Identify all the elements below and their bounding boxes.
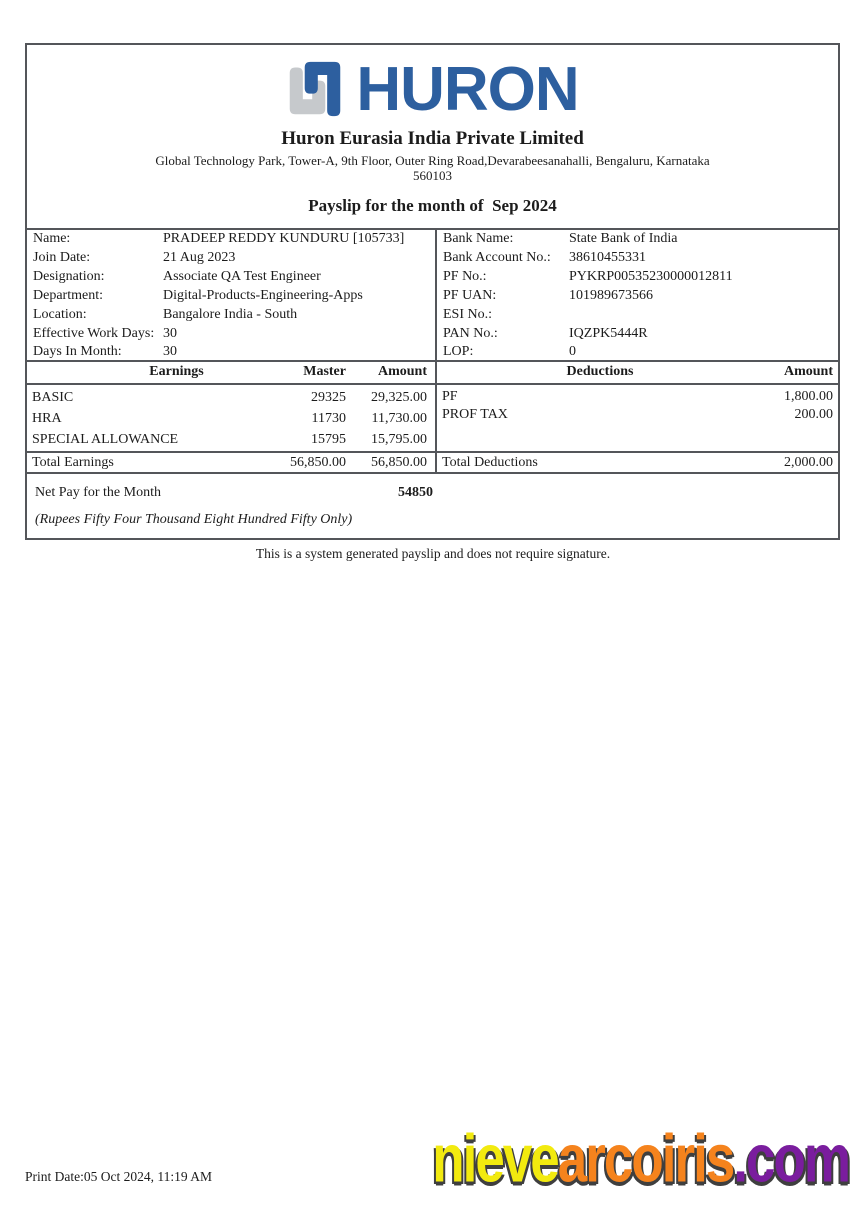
detail-label: PF UAN:: [443, 287, 497, 303]
detail-value: Bangalore India - South: [163, 306, 298, 322]
earning-master: 11730: [311, 411, 346, 427]
watermark-part-arcoiris: arcoiris: [557, 1121, 734, 1197]
net-pay-amount-in-words: (Rupees Fifty Four Thousand Eight Hundred Fifty Only): [35, 512, 353, 527]
detail-label: Location:: [33, 306, 87, 322]
detail-label: Name:: [33, 231, 71, 247]
payslip-title: Payslip for the month of Sep 2024: [308, 196, 557, 215]
detail-value: PYKRP00535230000012811: [569, 269, 733, 285]
detail-value: 30: [163, 344, 177, 360]
earning-amount: 29,325.00: [371, 390, 427, 406]
detail-row-department: [27, 287, 435, 306]
deductions-row-pf: [437, 388, 838, 406]
deductions-header-row: [437, 362, 838, 385]
detail-row-pan-no: [437, 324, 838, 343]
employee-details-section: [27, 228, 838, 360]
master-header: Master: [303, 364, 346, 380]
detail-label: ESI No.:: [443, 306, 492, 322]
total-earnings-amount: 56,850.00: [371, 454, 427, 470]
total-deductions-amount: 2,000.00: [784, 454, 833, 470]
company-name: Huron Eurasia India Private Limited: [281, 128, 584, 149]
earnings-header: Earnings: [149, 364, 204, 380]
detail-value: 30: [163, 325, 177, 341]
detail-label: Department:: [33, 287, 103, 303]
watermark-part-nieve: nieve: [432, 1121, 558, 1197]
total-earnings-row: [27, 453, 435, 472]
total-deductions-label: Total Deductions: [442, 454, 538, 470]
detail-label: Days In Month:: [33, 344, 122, 360]
employee-details-left: [27, 230, 435, 360]
net-pay-section: [27, 472, 838, 538]
earning-master: 15795: [311, 432, 346, 448]
detail-value: 101989673566: [569, 287, 653, 303]
detail-row-bank-account: [437, 249, 838, 268]
detail-label: Bank Account No.:: [443, 250, 551, 266]
detail-row-bank-name: [437, 230, 838, 249]
earnings-row-special-allowance: [27, 430, 435, 451]
deductions-header: Deductions: [566, 364, 634, 380]
huron-logo-icon: [286, 58, 344, 120]
company-logo: [27, 56, 838, 122]
detail-value: State Bank of India: [569, 231, 678, 247]
system-generated-note: This is a system generated payslip and does not require signature.: [255, 546, 611, 561]
detail-row-location: [27, 305, 435, 324]
company-address-line2: 560103: [413, 168, 452, 183]
earning-name: BASIC: [32, 390, 74, 406]
deduction-name: PF: [442, 388, 458, 404]
detail-row-name: [27, 230, 435, 249]
deductions-table: [435, 362, 838, 472]
deduction-amount: 200.00: [794, 406, 833, 422]
watermark-part-com: .com: [733, 1121, 849, 1197]
deductions-body: [437, 385, 838, 454]
earnings-row-basic: [27, 388, 435, 409]
detail-row-esi-no: [437, 305, 838, 324]
detail-label: LOP:: [443, 344, 474, 360]
detail-value: 21 Aug 2023: [163, 250, 236, 266]
bank-details-right: [435, 230, 838, 360]
detail-row-join-date: [27, 249, 435, 268]
earnings-body: [27, 385, 435, 454]
detail-label: PAN No.:: [443, 325, 498, 341]
earning-master: 29325: [311, 390, 346, 406]
earning-amount: 11,730.00: [371, 411, 427, 427]
company-address-line1: Global Technology Park, Tower-A, 9th Floor, Outer Ring Road,Devarabeesanahalli, Bengaluru, Karnataka: [155, 153, 710, 168]
print-date: Print Date:05 Oct 2024, 11:19 AM: [25, 1169, 212, 1184]
total-earnings-master: 56,850.00: [290, 454, 346, 470]
earning-amount: 15,795.00: [371, 432, 427, 448]
detail-label: Bank Name:: [443, 231, 514, 247]
detail-label: Join Date:: [33, 250, 91, 266]
detail-value: PRADEEP REDDY KUNDURU [105733]: [163, 231, 405, 247]
payslip-border-box: [25, 43, 840, 540]
amount-header: Amount: [377, 364, 427, 380]
detail-value: Digital-Products-Engineering-Apps: [163, 287, 363, 303]
detail-value: 38610455331: [569, 250, 646, 266]
detail-row-pf-no: [437, 268, 838, 287]
earnings-row-hra: [27, 409, 435, 430]
deduction-amount: 1,800.00: [784, 388, 833, 404]
detail-label: Designation:: [33, 269, 105, 285]
detail-row-pf-uan: [437, 287, 838, 306]
net-pay-label: Net Pay for the Month: [35, 485, 161, 500]
detail-value: IQZPK5444R: [569, 325, 648, 341]
detail-label: Effective Work Days:: [33, 325, 155, 341]
deductions-row-prof-tax: [437, 406, 838, 424]
earning-name: SPECIAL ALLOWANCE: [32, 432, 179, 448]
watermark: [432, 1120, 849, 1198]
payslip-header: [27, 45, 838, 228]
earnings-header-row: [27, 362, 435, 385]
net-pay-amount: 54850: [398, 485, 433, 500]
total-earnings-label: Total Earnings: [32, 454, 114, 470]
earnings-deductions-section: [27, 360, 838, 472]
detail-label: PF No.:: [443, 269, 487, 285]
deductions-amount-header: Amount: [783, 364, 833, 380]
deduction-name: PROF TAX: [442, 406, 508, 422]
detail-value: Associate QA Test Engineer: [163, 269, 321, 285]
earning-name: HRA: [32, 411, 62, 427]
detail-value: 0: [569, 344, 576, 360]
earnings-table: [27, 362, 435, 472]
detail-row-effective-work-days: [27, 324, 435, 343]
huron-wordmark: HURON: [356, 55, 579, 124]
total-deductions-row: [437, 453, 838, 472]
detail-row-designation: [27, 268, 435, 287]
